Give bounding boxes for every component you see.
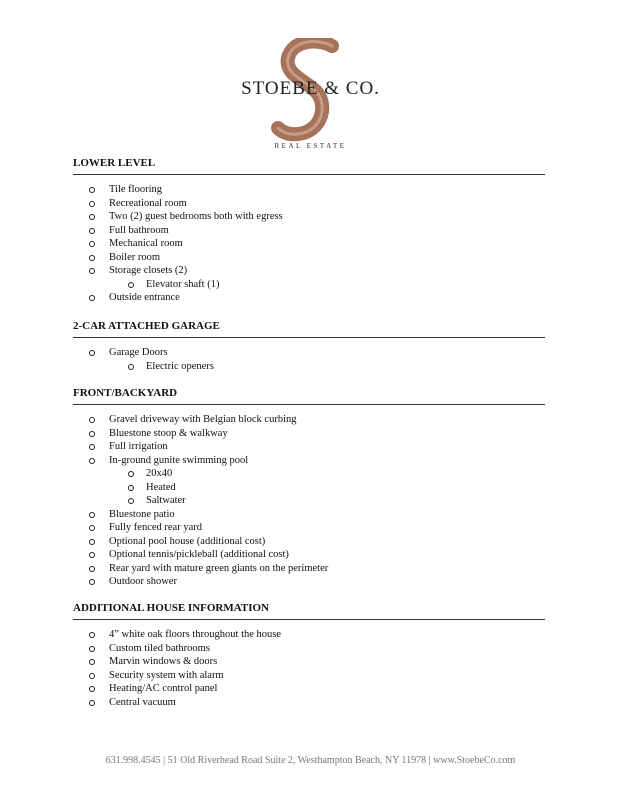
section-title: ADDITIONAL HOUSE INFORMATION: [73, 602, 269, 614]
list-item-text: Optional pool house (additional cost): [109, 535, 266, 547]
list-item: [73, 454, 545, 468]
bullet-icon: [89, 512, 95, 518]
list-item: [73, 413, 545, 427]
list-item: [73, 682, 545, 696]
bullet-icon: [89, 268, 95, 274]
list-item-text: Full irrigation: [109, 441, 168, 452]
list-item: [73, 278, 545, 292]
bullet-icon: [89, 632, 95, 638]
bullet-icon: [89, 539, 95, 545]
section-divider: [73, 337, 545, 338]
list-item-text: Heating/AC control panel: [109, 683, 218, 694]
section-divider: [73, 174, 545, 175]
bullet-icon: [128, 471, 134, 477]
list-item-text: Gravel driveway with Belgian block curbing: [109, 414, 297, 425]
list-item: [73, 427, 545, 441]
list-item: [73, 224, 545, 238]
bullet-icon: [89, 458, 95, 464]
list-item: [73, 197, 545, 211]
bullet-icon: [89, 579, 95, 585]
bullet-icon: [89, 552, 95, 558]
list-item-text: 20x40: [146, 468, 173, 479]
list-item: [73, 360, 545, 374]
list-item: [73, 562, 545, 576]
section-additional-info: [73, 602, 545, 709]
section-title: 2-CAR ATTACHED GARAGE: [73, 320, 220, 332]
section-garage: [73, 320, 545, 373]
list-item: [73, 642, 545, 656]
list-item-text: Saltwater: [146, 495, 186, 506]
list-item-text: Optional tennis/pickleball (additional cost): [109, 549, 289, 560]
list-item-text: Mechanical room: [109, 238, 183, 249]
list-item-text: Heated: [146, 481, 176, 493]
list-item-text: Garage Doors: [109, 347, 168, 358]
bullet-icon: [89, 700, 95, 706]
bullet-icon: [89, 444, 95, 450]
list-item-text: Marvin windows & doors: [109, 656, 218, 667]
bullet-icon: [89, 659, 95, 665]
bullet-icon: [89, 417, 95, 423]
section-front-backyard: [73, 387, 545, 589]
list-item-text: Bluestone stoop & walkway: [109, 427, 228, 439]
bullet-icon: [89, 566, 95, 572]
list-item-text: In-ground gunite swimming pool: [109, 454, 249, 466]
list-item: [73, 210, 545, 224]
bullet-icon: [89, 228, 95, 234]
bullet-icon: [89, 241, 95, 247]
list-item-text: Custom tiled bathrooms: [109, 642, 210, 654]
list-item: [73, 669, 545, 683]
list-item: [73, 521, 545, 535]
list-item-text: Bluestone patio: [109, 508, 175, 520]
list-item: [73, 548, 545, 562]
bullet-icon: [89, 431, 95, 437]
list-item: [73, 655, 545, 669]
list-item-text: 4” white oak floors throughout the house: [109, 629, 282, 640]
list-item: [73, 628, 545, 642]
list-item-text: Recreational room: [109, 197, 187, 209]
list-item: [73, 237, 545, 251]
list-item-text: Central vacuum: [109, 696, 176, 708]
bullet-icon: [128, 282, 134, 288]
brand-tagline: REAL ESTATE: [274, 142, 347, 150]
brand-name: STOEBE & CO.: [241, 78, 380, 99]
list-item: [73, 291, 545, 305]
bullet-icon: [89, 350, 95, 356]
bullet-icon: [89, 214, 95, 220]
bullet-icon: [89, 187, 95, 193]
list-item: [73, 183, 545, 197]
list-item-text: Outside entrance: [109, 292, 180, 303]
bullet-icon: [89, 295, 95, 301]
list-item-text: Two (2) guest bedrooms both with egress: [109, 211, 283, 222]
bullet-icon: [128, 485, 134, 491]
list-item-text: Rear yard with mature green giants on the perimeter: [109, 562, 329, 574]
list-item-text: Security system with alarm: [109, 669, 224, 681]
company-logo: [0, 38, 621, 158]
list-item-text: Electric openers: [146, 360, 214, 372]
list-item: [73, 696, 545, 710]
feature-list: [73, 413, 545, 589]
bullet-icon: [89, 673, 95, 679]
section-lower-level: [73, 157, 545, 305]
list-item-text: Boiler room: [109, 251, 161, 263]
list-item: [73, 575, 545, 589]
section-title: FRONT/BACKYARD: [73, 387, 178, 399]
section-divider: [73, 404, 545, 405]
list-item-text: Full bathroom: [109, 224, 169, 236]
list-item: [73, 440, 545, 454]
bullet-icon: [89, 201, 95, 207]
feature-list: [73, 628, 545, 709]
list-item-text: Fully fenced rear yard: [109, 522, 202, 533]
list-item: [73, 251, 545, 265]
list-item: [73, 467, 545, 481]
section-divider: [73, 619, 545, 620]
bullet-icon: [89, 686, 95, 692]
list-item-text: Tile flooring: [109, 184, 162, 195]
feature-list: [73, 183, 545, 305]
bullet-icon: [128, 364, 134, 370]
list-item-text: Storage closets (2): [109, 265, 188, 276]
feature-list: [73, 346, 545, 373]
bullet-icon: [128, 498, 134, 504]
section-title: LOWER LEVEL: [73, 157, 156, 169]
list-item: [73, 346, 545, 360]
list-item-text: Outdoor shower: [109, 576, 177, 587]
list-item: [73, 481, 545, 495]
list-item: [73, 494, 545, 508]
bullet-icon: [89, 255, 95, 261]
list-item: [73, 264, 545, 278]
list-item: [73, 535, 545, 549]
bullet-icon: [89, 646, 95, 652]
list-item-text: Elevator shaft (1): [146, 278, 220, 290]
bullet-icon: [89, 525, 95, 531]
list-item: [73, 508, 545, 522]
footer-contact: 631.998.4545 | 51 Old Riverhead Road Suite 2, Westhampton Beach, NY 11978 | www.StoebeCo.com: [105, 755, 516, 766]
